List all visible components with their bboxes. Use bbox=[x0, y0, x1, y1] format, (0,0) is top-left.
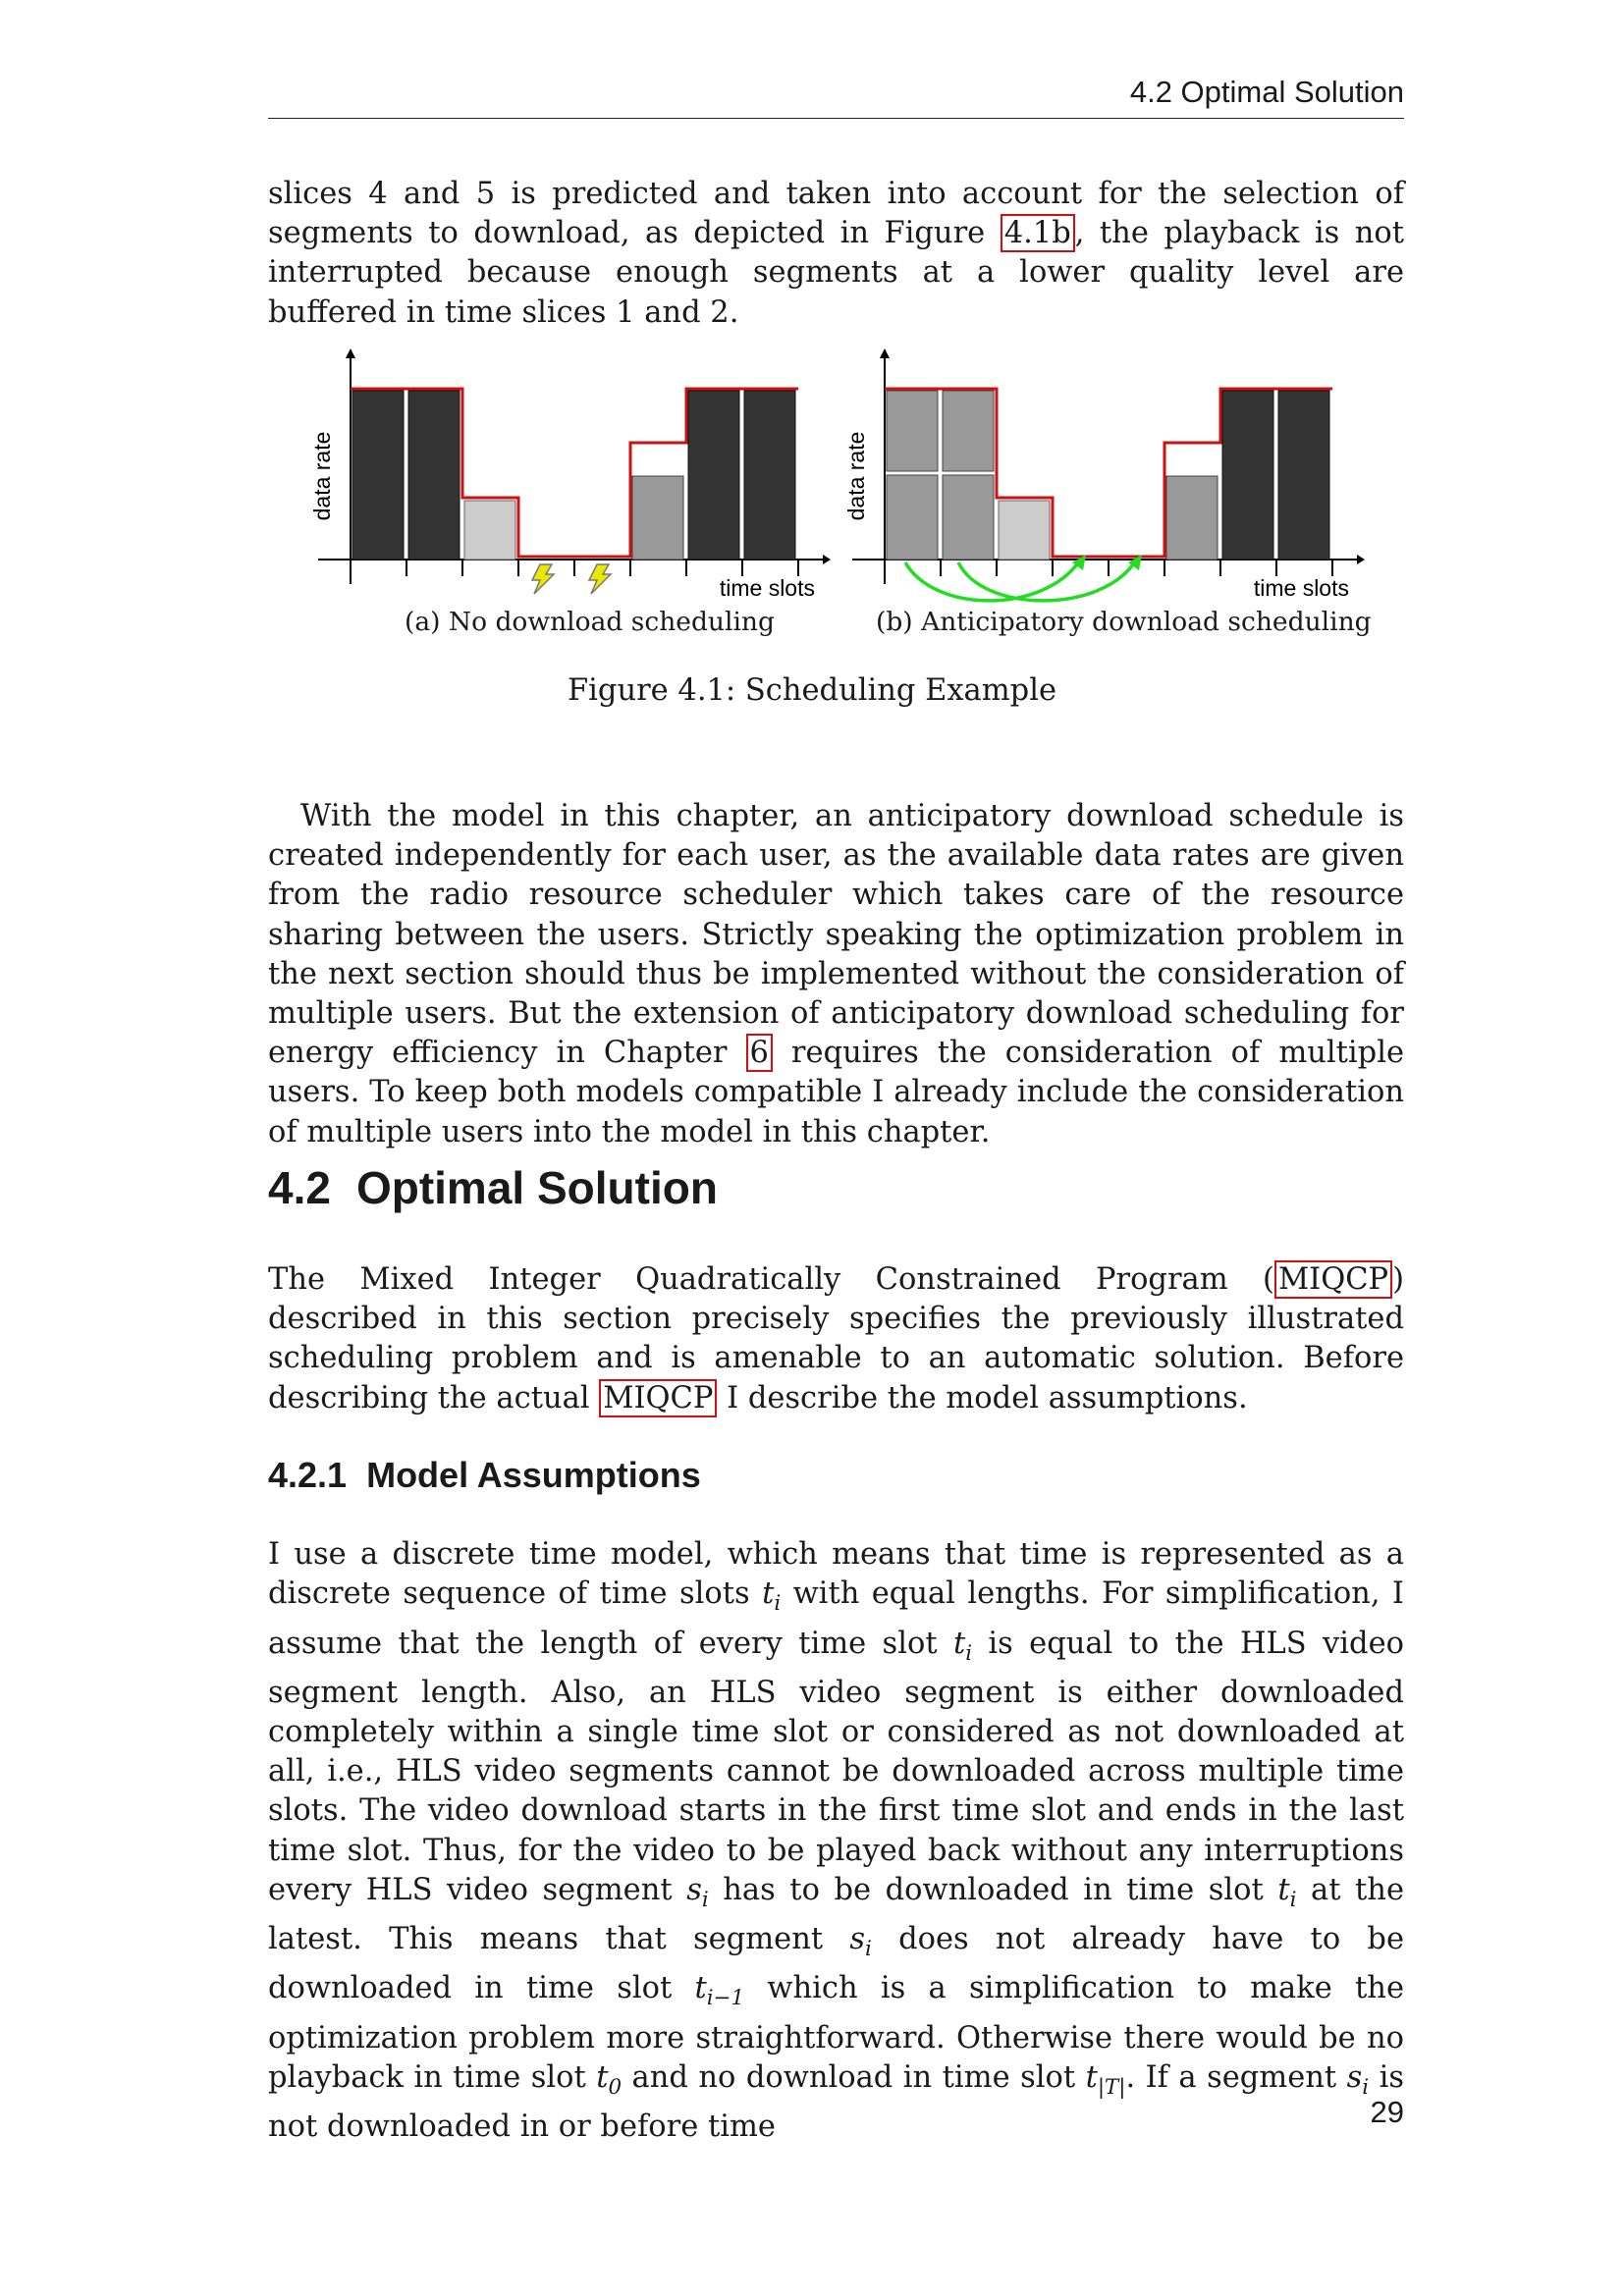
math-var: $s_i$ bbox=[686, 1872, 709, 1912]
running-title: 4.2 Optimal Solution bbox=[1129, 75, 1404, 109]
assumptions-text: at the latest. This means that segment bbox=[268, 1872, 1405, 1957]
assumptions-text: and no download in time slot bbox=[622, 2059, 1086, 2095]
math-var: $s_i$ bbox=[1346, 2059, 1370, 2100]
section-text-2: ) described in this section precisely specifies the previously illustrated scheduling problem and is amenable to an automatic solution. Before describing the actual bbox=[268, 1262, 1404, 1415]
math-var: $s_i$ bbox=[849, 1922, 872, 1962]
subsection-title: Model Assumptions bbox=[366, 1455, 701, 1495]
y-axis-arrow bbox=[880, 348, 890, 358]
bar-slot-1-upper bbox=[887, 391, 938, 471]
y-axis-arrow bbox=[346, 348, 355, 358]
miqcp-ref-link[interactable]: MIQCP bbox=[599, 1379, 717, 1417]
section-title: Optimal Solution bbox=[355, 1162, 718, 1213]
subsection-heading bbox=[268, 1455, 701, 1496]
y-axis-label: data rate bbox=[843, 431, 869, 521]
math-var: $t_{|T|}$ bbox=[1085, 2059, 1126, 2100]
bar-slot-2-lower bbox=[943, 475, 994, 560]
paragraph-2-text-2: requires the consideration of multiple users. To keep both models compatible I already include the consideration of multiple users into the model in this chapter. bbox=[268, 1036, 1404, 1149]
assumptions-text: which is a simplification to make the optimization problem more straightforward. Otherwise there would be no playback in time slot bbox=[268, 1971, 1404, 2095]
assumptions-text: is equal to the HLS video segment length. Also, an HLS video segment is either downloaded completely within a single time slot or considered as not downloaded at all, i.e., HLS video segments cannot be downloaded across multiple time slots. The video download starts in the first time slot and ends in the last time slot. Thus, for the video to be played back without any interruptions every HLS video segment bbox=[268, 1626, 1404, 1907]
math-var: $t_i$ bbox=[762, 1576, 782, 1617]
page-number: 29 bbox=[1370, 2095, 1404, 2129]
assumptions-paragraph bbox=[268, 1535, 1404, 2147]
subfigure-b-caption: (b) Anticipatory download scheduling bbox=[876, 607, 1372, 637]
bar-slot-1 bbox=[352, 391, 404, 560]
stall-lightning-icon bbox=[589, 564, 611, 594]
intro-text-1: slices 4 and 5 is predicted and taken into account for the selection of segments to download, as depicted in Figure bbox=[268, 177, 1404, 251]
math-var: $t_i$ bbox=[952, 1626, 973, 1666]
y-axis-label: data rate bbox=[309, 431, 335, 521]
assumptions-text: has to be downloaded in time slot bbox=[708, 1872, 1278, 1907]
assumptions-text: is not downloaded in or before time bbox=[268, 2059, 1404, 2145]
running-header bbox=[268, 71, 1404, 119]
bar-slot-3 bbox=[999, 501, 1050, 560]
bar-slot-6 bbox=[1166, 476, 1218, 560]
math-var: $t_{i-1}$ bbox=[694, 1971, 745, 2011]
bar-slot-2 bbox=[408, 391, 460, 560]
bar-slot-8 bbox=[744, 391, 795, 560]
chapter-ref-link[interactable]: 6 bbox=[746, 1034, 773, 1072]
paragraph-2 bbox=[268, 797, 1404, 1152]
bar-slot-6 bbox=[632, 476, 683, 560]
bar-slot-7 bbox=[688, 391, 739, 560]
assumptions-text: I use a discrete time model, which means that time is represented as a discrete sequence of time slots bbox=[268, 1537, 1404, 1612]
intro-paragraph bbox=[268, 175, 1404, 333]
x-axis-label: time slots bbox=[719, 575, 815, 601]
section-paragraph bbox=[268, 1260, 1404, 1418]
assumptions-text: does not already have to be downloaded in time slot bbox=[268, 1922, 1404, 2006]
figure-ref-link[interactable]: 4.1b bbox=[1001, 214, 1075, 252]
assumptions-text: with equal lengths. For simplification, I assume that the length of every time slot bbox=[268, 1576, 1404, 1661]
bar-slot-8 bbox=[1278, 391, 1329, 560]
paragraph-2-text-1: With the model in this chapter, an anticipatory download schedule is created independently for each user, as the available data rates are given from the radio resource scheduler which takes care of the resource sharing between the users. Strictly speaking the optimization problem in the next section should thus be implemented without the consideration of multiple users. But the extension of anticipatory download scheduling for energy efficiency in Chapter bbox=[268, 799, 1404, 1071]
math-var: $t_i$ bbox=[1277, 1872, 1297, 1912]
section-number: 4.2 bbox=[268, 1162, 331, 1213]
bar-slot-7 bbox=[1222, 391, 1273, 560]
section-heading bbox=[268, 1161, 718, 1214]
bar-slot-2-upper bbox=[943, 391, 994, 471]
subfigure-a-caption: (a) No download scheduling bbox=[405, 607, 775, 637]
subsection-number: 4.2.1 bbox=[268, 1455, 348, 1495]
subfigure-b-chart bbox=[843, 348, 1367, 604]
figure-caption: Figure 4.1: Scheduling Example bbox=[568, 673, 1056, 708]
intro-text-2: , the playback is not interrupted because enough segments at a lower quality level are buffered in time slices 1 and 2. bbox=[268, 216, 1404, 330]
subfigure-a-chart bbox=[309, 348, 823, 604]
bar-slot-3 bbox=[464, 501, 515, 560]
bar-slot-1-lower bbox=[887, 475, 938, 560]
assumptions-text: . If a segment bbox=[1125, 2059, 1347, 2095]
x-axis-label: time slots bbox=[1253, 575, 1349, 601]
x-axis-arrow bbox=[1357, 555, 1365, 564]
x-axis-arrow bbox=[823, 555, 831, 564]
stall-lightning-icon bbox=[532, 564, 554, 594]
section-text-3: I describe the model assumptions. bbox=[717, 1380, 1248, 1415]
math-var: $t_0$ bbox=[596, 2059, 623, 2100]
section-text-1: The Mixed Integer Quadratically Constrained Program ( bbox=[268, 1262, 1274, 1297]
miqcp-ref-link[interactable]: MIQCP bbox=[1274, 1260, 1392, 1299]
